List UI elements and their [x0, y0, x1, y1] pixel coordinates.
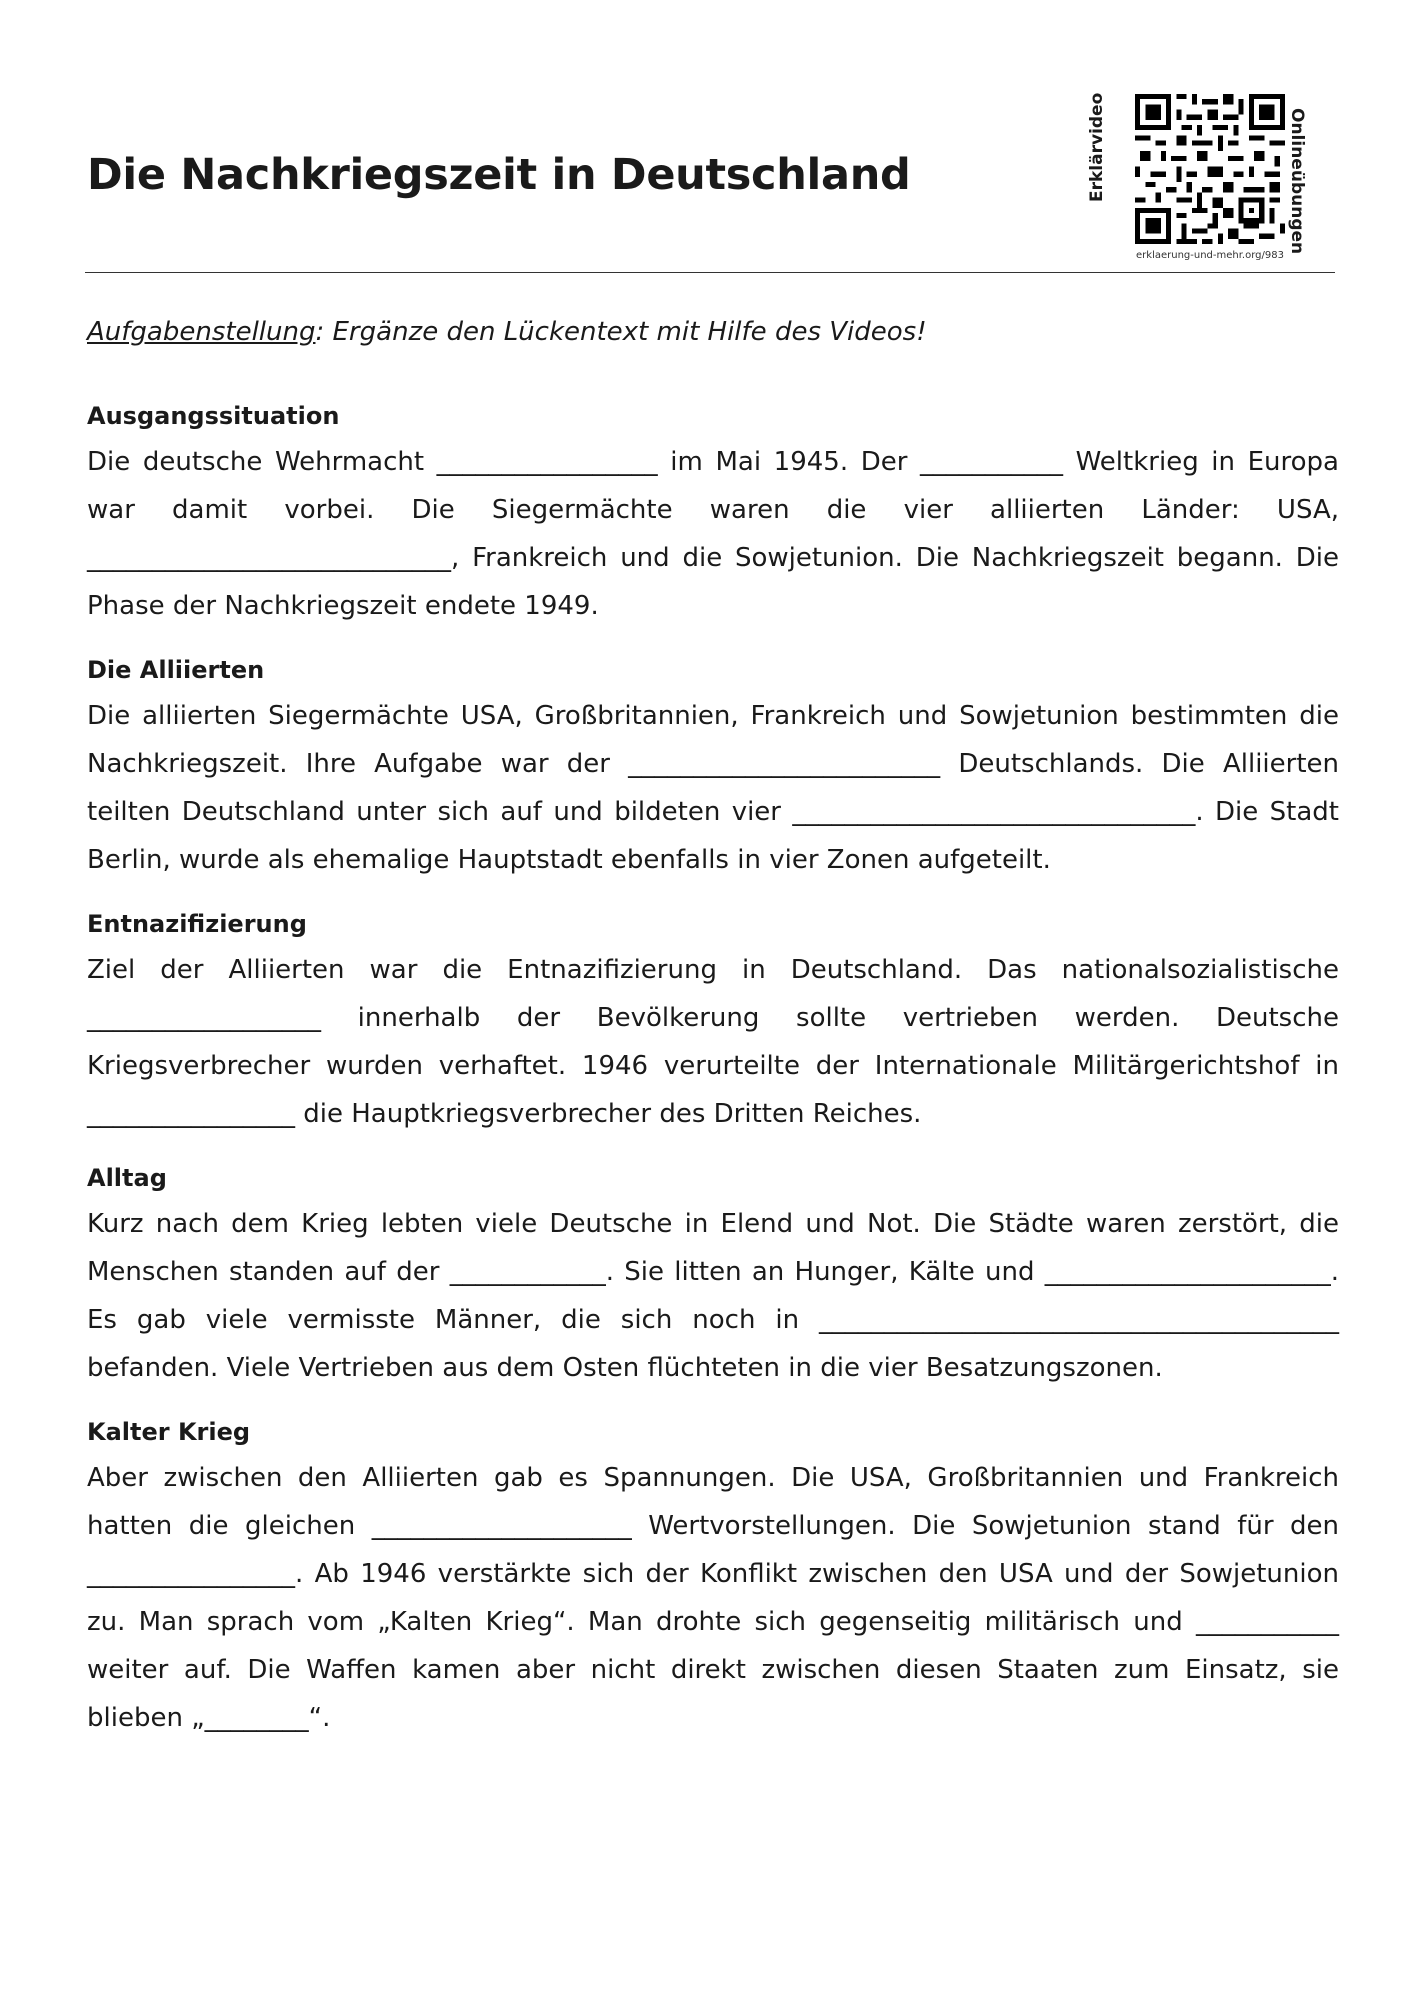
section-text: Die deutsche Wehrmacht _________________ im Mai 1945. Der ___________ Weltkrieg in Europa war damit vorbei. Die Siegermächte waren die vier alliierten Länder: USA, ____________________________, Frankreich und die Sowjetunion. Die Nachkriegszeit begann. Die Phase der Nachkriegszeit endete 1949.: [87, 447, 1339, 621]
task-instruction: [87, 308, 1339, 356]
header-divider: [85, 272, 1335, 273]
section-heading: Kalter Krieg: [87, 1418, 251, 1446]
section-heading: Entnazifizierung: [87, 910, 307, 938]
task-label: Aufgabenstellung: [87, 317, 316, 347]
section-kalter-krieg: [87, 1410, 1339, 1742]
section-alliierten: [87, 648, 1339, 884]
section-heading: Alltag: [87, 1164, 167, 1192]
section-ausgangssituation: [87, 394, 1339, 630]
qr-block: [1085, 92, 1325, 272]
page-title: Die Nachkriegszeit in Deutschland: [87, 150, 911, 200]
section-text: Die alliierten Siegermächte USA, Großbritannien, Frankreich und Sowjetunion bestimmten die Nachkriegszeit. Ihre Aufgabe war der ________________________ Deutschlands. Die Alliierten teilten Deutschland unter sich auf und bildeten vier _______________________________. Die Stadt Berlin, wurde als ehemalige Hauptstadt ebenfalls in vier Zonen aufgeteilt.: [87, 701, 1339, 875]
task-text: : Ergänze den Lückentext mit Hilfe des Videos!: [315, 317, 927, 347]
qr-left-label: Erklärvideo: [1087, 92, 1107, 202]
worksheet-body: [87, 308, 1339, 1760]
section-text: Kurz nach dem Krieg lebten viele Deutsche in Elend und Not. Die Städte waren zerstört, die Menschen standen auf der ____________. Sie litten an Hunger, Kälte und ______________________. Es gab viele vermisste Männer, die sich noch in ________________________________________ befanden. Viele Vertrieben aus dem Osten flüchteten in die vier Besatzungszonen.: [87, 1209, 1339, 1383]
qr-url[interactable]: erklaerung-und-mehr.org/983: [1136, 250, 1284, 261]
qr-right-label: Onlineübungen: [1287, 108, 1307, 255]
section-text: Ziel der Alliierten war die Entnazifizierung in Deutschland. Das nationalsozialistische __________________ innerhalb der Bevölkerung sollte vertrieben werden. Deutsche Kriegsverbrecher wurden verhaftet. 1946 verurteilte der Internationale Militärgerichtshof in ________________ die Hauptkriegsverbrecher des Dritten Reiches.: [87, 955, 1339, 1129]
section-heading: Die Alliierten: [87, 656, 265, 684]
section-text: Aber zwischen den Alliierten gab es Spannungen. Die USA, Großbritannien und Frankreich hatten die gleichen ____________________ Wertvorstellungen. Die Sowjetunion stand für den ________________. Ab 1946 verstärkte sich der Konflikt zwischen den USA und der Sowjetunion zu. Man sprach vom „Kalten Krieg“. Man drohte sich gegenseitig militärisch und ___________ weiter auf. Die Waffen kamen aber nicht direkt zwischen diesen Staaten zum Einsatz, sie blieben „________“.: [87, 1463, 1339, 1733]
section-alltag: [87, 1156, 1339, 1392]
qr-code-icon[interactable]: [1135, 94, 1285, 244]
section-heading: Ausgangssituation: [87, 402, 340, 430]
section-entnazifizierung: [87, 902, 1339, 1138]
